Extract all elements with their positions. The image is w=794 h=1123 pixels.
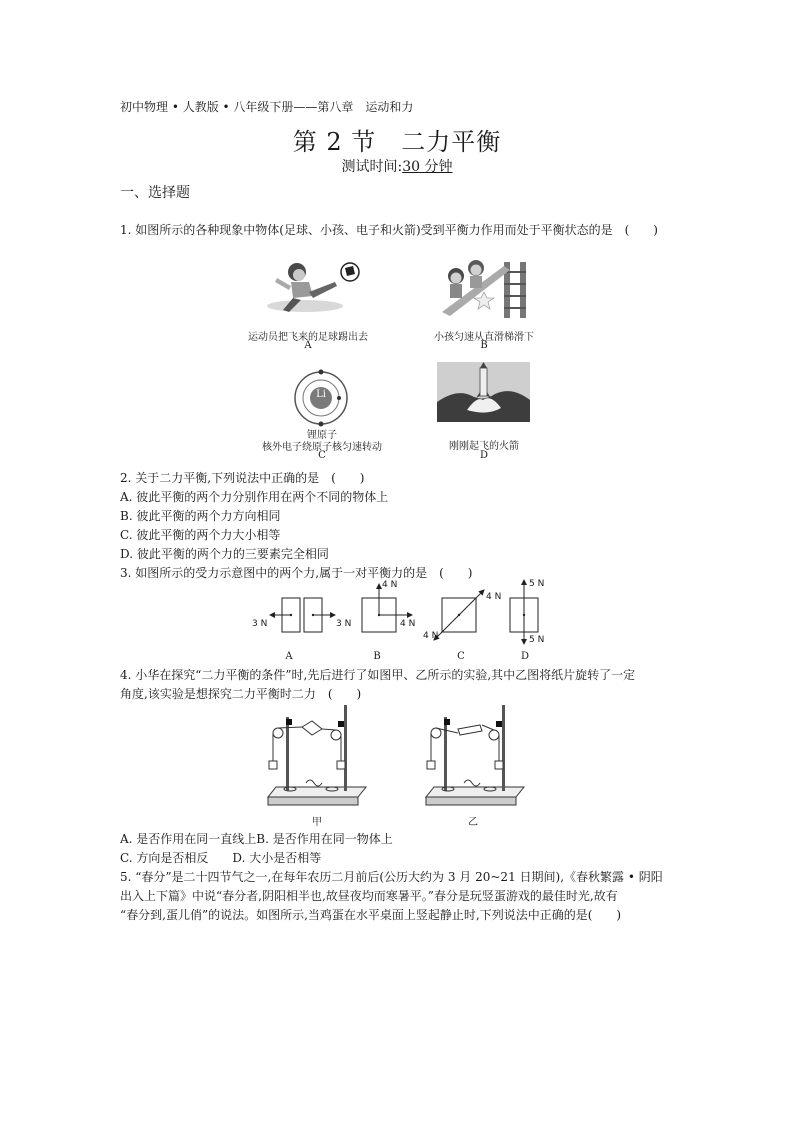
slide-illustration	[432, 256, 532, 320]
q2-option-b: B. 彼此平衡的两个力方向相同	[120, 509, 281, 523]
question-4-text-line2: 角度,该实验是想探究二力平衡时二力 ( )	[120, 687, 362, 701]
fig-jia-label: 甲	[312, 817, 322, 828]
test-time	[0, 156, 794, 176]
question-5-text-line1: 5. “春分”是二十四节气之一,在每年农历二月前后(公历大约为 3 月 20~21 日期间),《春秋繁露 • 阴阳	[120, 870, 663, 884]
test-time-value: 30 分钟	[402, 159, 453, 175]
q4-options-line2: C. 方向是否相反 D. 大小是否相等	[120, 851, 322, 865]
rocket-launch-photo	[437, 362, 530, 422]
q3-b-up-force-label: 4 N	[382, 580, 398, 590]
q3-letter-d: D	[520, 651, 530, 662]
q3-letter-c: C	[457, 651, 465, 662]
experiment-apparatus-yi	[420, 703, 530, 813]
q3-c-lower-force-label: 4 N	[423, 631, 439, 641]
q3-a-left-force-label: 3 N	[252, 619, 268, 629]
test-time-label: 测试时间:	[341, 159, 403, 175]
q1-c-caption-2: 核外电子绕原子核匀速转动	[262, 442, 382, 453]
page-title: 第 2 节 二力平衡	[292, 128, 502, 156]
q1-b-caption: 小孩匀速从直滑梯滑下	[434, 332, 534, 343]
soccer-kick-illustration	[265, 258, 375, 320]
q3-b-right-force-label: 4 N	[400, 619, 416, 629]
question-5-text-line2: 出入上下篇》中说“春分者,阴阳相半也,故昼夜均而寒暑平。”春分是玩竖蛋游戏的最佳时光,故有	[120, 889, 618, 903]
q3-d-up-force-label: 5 N	[529, 579, 545, 589]
q3-a-right-force-label: 3 N	[336, 619, 352, 629]
q1-b-letter: B	[480, 340, 488, 351]
q3-letter-b: B	[373, 651, 381, 662]
q2-option-c: C. 彼此平衡的两个力大小相等	[120, 528, 281, 542]
atom-nucleus-label: Li	[316, 389, 326, 400]
q1-c-caption-1: 锂原子	[307, 430, 337, 441]
force-diagrams	[240, 576, 560, 648]
question-5-text-line3: “春分到,蛋儿俏”的说法。如图所示,当鸡蛋在水平桌面上竖起静止时,下列说法中正确的是( )	[120, 908, 622, 922]
breadcrumb: 初中物理 • 人教版 • 八年级下册——第八章 运动和力	[120, 100, 414, 114]
q2-option-d: D. 彼此平衡的两个力的三要素完全相同	[120, 547, 329, 561]
question-2-text: 2. 关于二力平衡,下列说法中正确的是 ( )	[120, 471, 365, 485]
q3-letter-a: A	[285, 651, 293, 662]
question-3-text: 3. 如图所示的受力示意图中的两个力,属于一对平衡力的是 ( )	[120, 566, 473, 580]
question-4-text-line1: 4. 小华在探究“二力平衡的条件”时,先后进行了如图甲、乙所示的实验,其中乙图将纸片旋转了一定	[120, 668, 636, 682]
q1-c-letter: C	[318, 450, 326, 461]
fig-yi-label: 乙	[468, 817, 478, 828]
question-1-text: 1. 如图所示的各种现象中物体(足球、小孩、电子和火箭)受到平衡力作用而处于平衡状态的是 ( )	[120, 223, 658, 237]
q1-d-caption: 刚刚起飞的火箭	[449, 441, 519, 452]
q2-option-a: A. 彼此平衡的两个力分别作用在两个不同的物体上	[120, 490, 389, 504]
q1-d-letter: D	[479, 450, 489, 461]
experiment-apparatus-jia	[262, 703, 372, 813]
q1-a-caption: 运动员把飞来的足球踢出去	[248, 332, 368, 343]
q1-a-letter: A	[304, 340, 312, 351]
q3-c-upper-force-label: 4 N	[486, 592, 502, 602]
q4-options-line1: A. 是否作用在同一直线上B. 是否作用在同一物体上	[120, 832, 393, 846]
section-title: 一、选择题	[120, 185, 190, 201]
q3-d-down-force-label: 5 N	[529, 635, 545, 645]
